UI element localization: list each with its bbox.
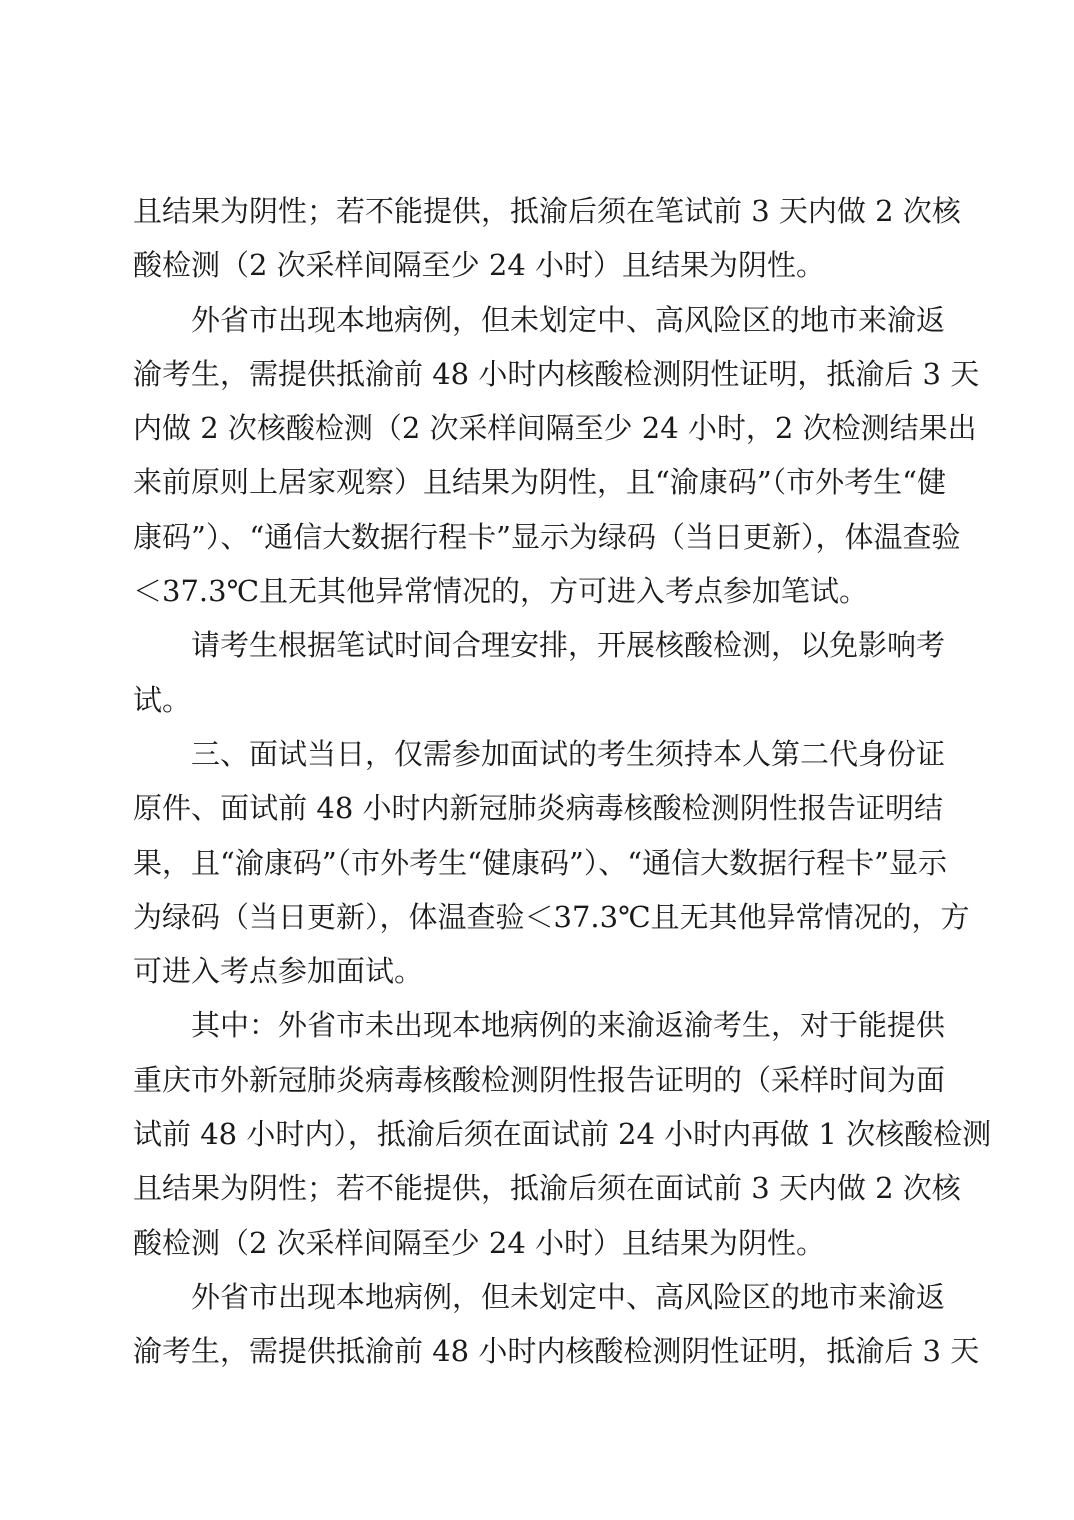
document-body xyxy=(133,184,992,1379)
text-line: 为绿码（当日更新），体温查验＜37.3℃且无其他异常情况的，方 xyxy=(133,899,970,934)
text-line: 试。 xyxy=(133,682,192,717)
text-line: 重庆市外新冠肺炎病毒核酸检测阴性报告证明的（采样时间为面 xyxy=(133,1062,946,1097)
paragraph-first-line: 请考生根据笔试时间合理安排，开展核酸检测，以免影响考 xyxy=(191,628,946,663)
text-line: 可进入考点参加面试。 xyxy=(133,954,424,989)
text-line: 渝考生，需提供抵渝前 48 小时内核酸检测阴性证明，抵渝后 3 天 xyxy=(133,356,980,391)
text-line: 来前原则上居家观察）且结果为阴性，且“渝康码”（市外考生“健 xyxy=(133,465,946,500)
paragraph-first-line: 三、面试当日，仅需参加面试的考生须持本人第二代身份证 xyxy=(191,736,946,771)
text-line: 果，且“渝康码”（市外考生“健康码”）、“通信大数据行程卡”显示 xyxy=(133,845,947,880)
text-line: 原件、面试前 48 小时内新冠肺炎病毒核酸检测阴性报告证明结 xyxy=(133,791,943,826)
text-line: ＜37.3℃且无其他异常情况的，方可进入考点参加笔试。 xyxy=(133,574,869,609)
text-line: 且结果为阴性；若不能提供，抵渝后须在笔试前 3 天内做 2 次核 xyxy=(133,194,961,228)
paragraph-first-line: 外省市出现本地病例，但未划定中、高风险区的地市来渝返 xyxy=(191,1279,946,1314)
text-line: 渝考生，需提供抵渝前 48 小时内核酸检测阴性证明，抵渝后 3 天 xyxy=(133,1334,980,1369)
paragraph-first-line: 其中：外省市未出现本地病例的来渝返渝考生，对于能提供 xyxy=(191,1008,946,1043)
text-line: 康码”）、“通信大数据行程卡”显示为绿码（当日更新），体温查验 xyxy=(133,519,961,554)
paragraph-first-line: 外省市出现本地病例，但未划定中、高风险区的地市来渝返 xyxy=(191,302,946,337)
text-line: 试前 48 小时内），抵渝后须在面试前 24 小时内再做 1 次核酸检测 xyxy=(133,1117,992,1152)
text-line: 内做 2 次核酸检测（2 次采样间隔至少 24 小时，2 次检测结果出 xyxy=(133,411,977,446)
text-line: 且结果为阴性；若不能提供，抵渝后须在面试前 3 天内做 2 次核 xyxy=(133,1171,961,1206)
text-line: 酸检测（2 次采样间隔至少 24 小时）且结果为阴性。 xyxy=(133,248,826,283)
text-line: 酸检测（2 次采样间隔至少 24 小时）且结果为阴性。 xyxy=(133,1225,826,1260)
